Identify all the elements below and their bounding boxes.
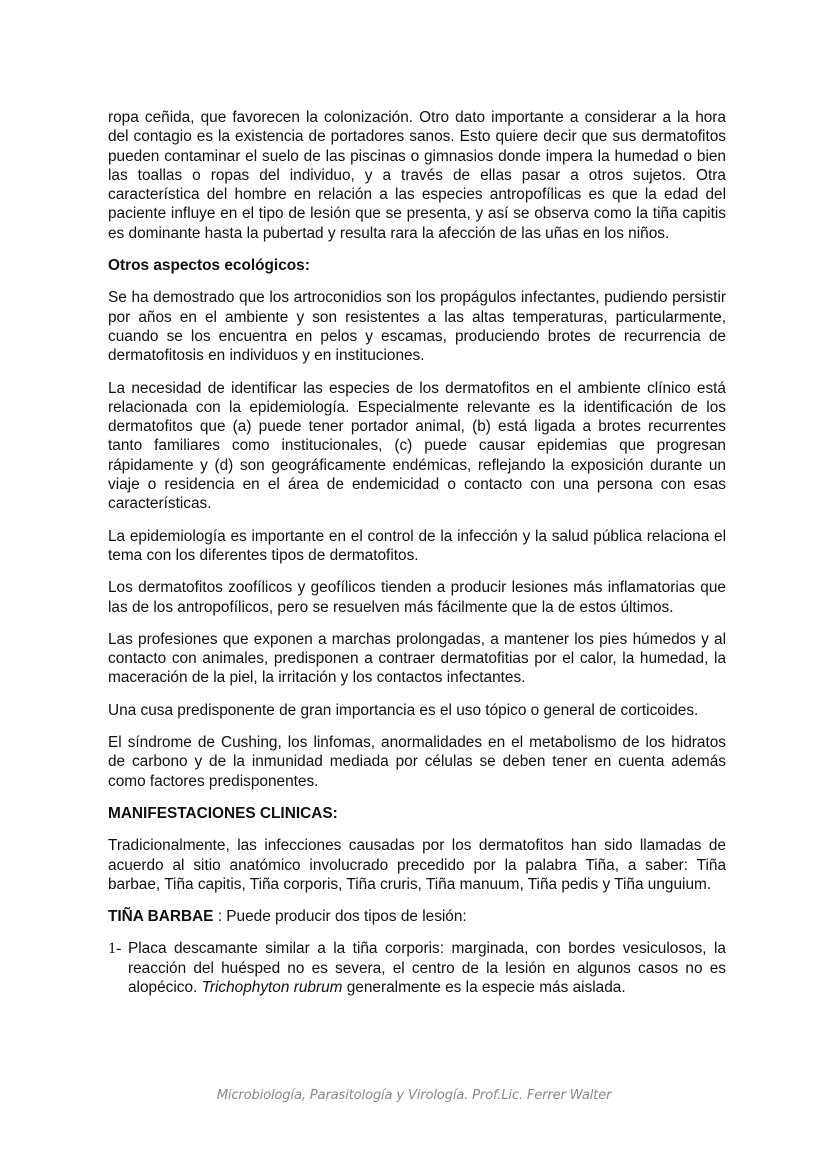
section-heading: MANIFESTACIONES CLINICAS:: [108, 804, 338, 822]
document-body: [108, 108, 726, 997]
paragraph: Tradicionalmente, las infecciones causadas por los dermatofitos han sido llamadas de acuerdo al sitio anatómico involucrado precedido por la palabra Tiña, a saber: Tiña barbae, Tiña capitis, Tiña corporis, Tiña cruris, Tiña manuum, Tiña pedis y Tiña unguium.: [108, 837, 726, 893]
paragraph: Se ha demostrado que los artroconidios son los propágulos infectantes, pudiendo persistir por años en el ambiente y son resistentes a las altas temperaturas, particularmente, cuando se los encuentra en pelos y escamas, produciendo brotes de recurrencia de dermatofitosis en individuos y en instituciones.: [108, 289, 726, 365]
inline-heading: TIÑA BARBAE: [108, 908, 214, 926]
paragraph: La epidemiología es importante en el control de la infección y la salud pública relaciona el tema con los diferentes tipos de dermatofitos.: [108, 527, 726, 564]
paragraph: [108, 907, 726, 926]
paragraph: Las profesiones que exponen a marchas prolongadas, a mantener los pies húmedos y al contacto con animales, predisponen a contraer dermatofitias por el calor, la humedad, la maceración de la piel, la irritación y los contactos infectantes.: [108, 630, 726, 687]
species-name: Trichophyton rubrum: [201, 978, 343, 996]
paragraph: Una cusa predisponente de gran importancia es el uso tópico o general de corticoides.: [108, 701, 699, 719]
section-heading: Otros aspectos ecológicos:: [108, 257, 310, 275]
list-item: [108, 939, 726, 997]
list-text-b: generalmente es la especie más aislada.: [342, 978, 626, 996]
page-footer: Microbiología, Parasitología y Virología. Prof.Lic. Ferrer Walter: [216, 1088, 612, 1103]
inline-text: : Puede producir dos tipos de lesión:: [213, 908, 467, 926]
paragraph: El síndrome de Cushing, los linfomas, anormalidades en el metabolismo de los hidratos de carbono y de la inmunidad mediada por células se deben tener en cuenta además como factores predisponentes.: [108, 734, 726, 790]
list-text-a: Placa descamante similar a la tiña corporis: marginada, con bordes vesiculosos, la reacción del huésped no es severa, el centro de la lesión en algunos casos no es alopécico.: [128, 940, 726, 996]
paragraph: La necesidad de identificar las especies de los dermatofitos en el ambiente clínico está relacionada con la epidemiología. Especialmente relevante es la identificación de los dermatofitos que (a) puede tener portador animal, (b) está ligada a brotes recurrentes tanto familiares como institucionales, (c) puede causar epidemias que progresan rápidamente y (d) son geográficamente endémicas, reflejando la exposición durante un viaje o residencia en el área de endemicidad o contacto con una persona con esas características.: [108, 379, 726, 513]
list-text: [128, 939, 726, 997]
list-number: 1-: [108, 940, 122, 958]
paragraph: Los dermatofitos zoofílicos y geofílicos tienden a producir lesiones más inflamatorias que las de los antropofílicos, pero se resuelven más fácilmente que la de estos últimos.: [108, 579, 726, 616]
paragraph: ropa ceñida, que favorecen la colonización. Otro dato importante a considerar a la hora del contagio es la existencia de portadores sanos. Esto quiere decir que sus dermatofitos pueden contaminar el suelo de las piscinas o gimnasios donde impera la humedad o bien las toallas o ropas del individuo, y a través de ellas pasar a otros sujetos. Otra característica del hombre en relación a las especies antropofílicas es que la edad del paciente influye en el tipo de lesión que se presenta, y así se observa como la tiña capitis es dominante hasta la pubertad y resulta rara la afección de las uñas en los niños.: [108, 109, 726, 242]
